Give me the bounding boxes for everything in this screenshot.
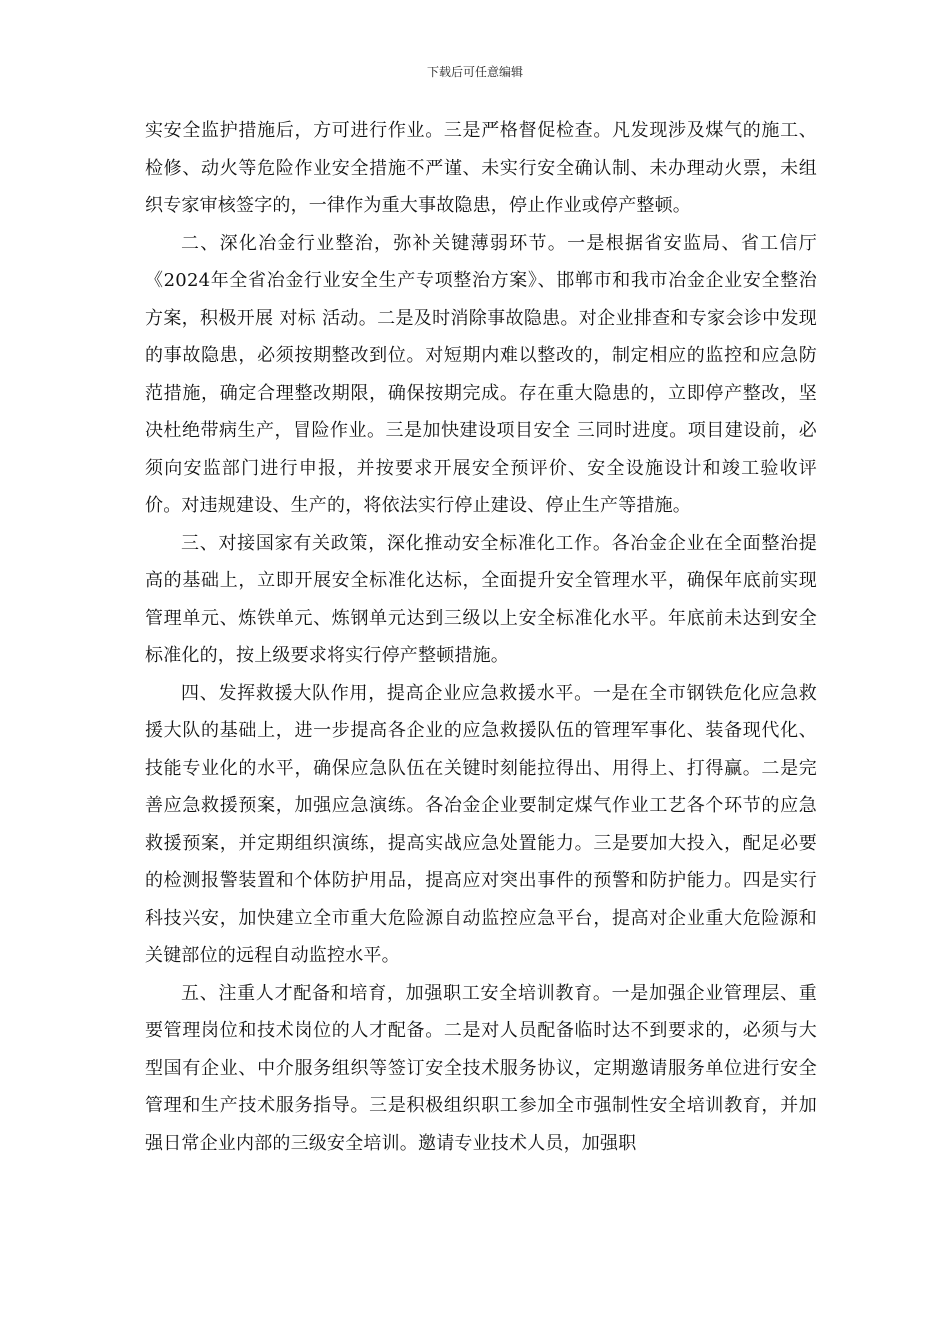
paragraph-continuation: 实安全监护措施后，方可进行作业。三是严格督促检查。凡发现涉及煤气的施工、检修、动火等危险作业安全措施不严谨、未实行安全确认制、未办理动火票，未组织专家审核签字的，一律作为重大事故隐患，停止作业或停产整顿。 [145, 120, 817, 216]
paragraph-section-4: 四、发挥救援大队作用，提高企业应急救援水平。一是在全市钢铁危化应急救援大队的基础上，进一步提高各企业的应急救援队伍的管理军事化、装备现代化、技能专业化的水平，确保应急队伍在关键时刻能拉得出、用得上、打得赢。二是完善应急救援预案，加强应急演练。各冶金企业要制定煤气作业工艺各个环节的应急救援预案，并定期组织演练，提高实战应急处置能力。三是要加大投入，配足必要的检测报警装置和个体防护用品，提高应对突出事件的预警和防护能力。四是实行科技兴安，加快建立全市重大危险源自动监控应急平台，提高对企业重大危险源和关键部位的远程自动监控水平。 [145, 682, 817, 966]
page-header-note: 下载后可任意编辑 [426, 65, 523, 79]
paragraph-section-5: 五、注重人才配备和培育，加强职工安全培训教育。一是加强企业管理层、重要管理岗位和技术岗位的人才配备。二是对人员配备临时达不到要求的，必须与大型国有企业、中介服务组织等签订安全技术服务协议，定期邀请服务单位进行安全管理和生产技术服务指导。三是积极组织职工参加全市强制性安全培训教育，并加强日常企业内部的三级安全培训。邀请专业技术人员，加强职 [145, 982, 817, 1154]
paragraph-section-2: 二、深化冶金行业整治，弥补关键薄弱环节。一是根据省安监局、省工信厅《2024年全省冶金行业安全生产专项整治方案》、邯郸市和我市冶金企业安全整治方案，积极开展 对标 活动。二是及时消除事故隐患。对企业排查和专家会诊中发现的事故隐患，必须按期整改到位。对短期内难以整改的，制定相应的监控和应急防范措施，确定合理整改期限，确保按期完成。存在重大隐患的，立即停产整改，坚决杜绝带病生产，冒险作业。三是加快建设项目安全 三同时进度。项目建设前，必须向安监部门进行申报，并按要求开展安全预评价、安全设施设计和竣工验收评价。对违规建设、生产的，将依法实行停止建设、停止生产等措施。 [145, 232, 817, 516]
paragraph-section-3: 三、对接国家有关政策，深化推动安全标准化工作。各冶金企业在全面整治提高的基础上，立即开展安全标准化达标，全面提升安全管理水平，确保年底前实现管理单元、炼铁单元、炼钢单元达到三级以上安全标准化水平。年底前未达到安全标准化的，按上级要求将实行停产整顿措施。 [145, 532, 817, 666]
document-body [145, 112, 817, 1162]
